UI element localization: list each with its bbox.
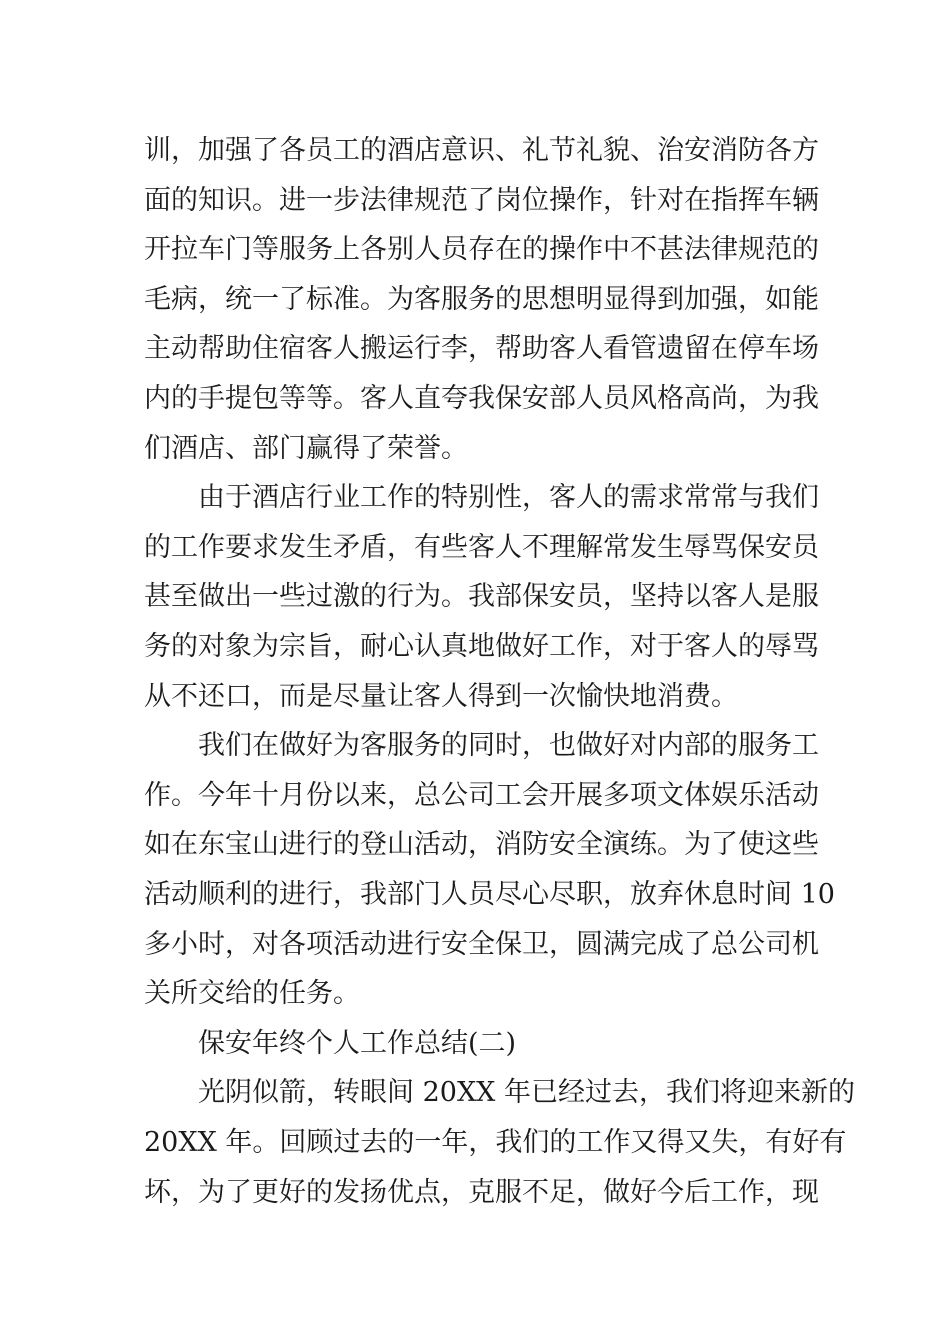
text-line: 如在东宝山进行的登山活动，消防安全演练。为了使这些 [144,829,819,861]
text-line: 面的知识。进一步法律规范了岗位操作，针对在指挥车辆 [144,184,819,216]
text-line: 光阴似箭，转眼间 20XX 年已经过去，我们将迎来新的 [198,1077,855,1109]
text-line: 作。今年十月份以来，总公司工会开展多项文体娱乐活动 [144,779,819,811]
text-line: 由于酒店行业工作的特别性，客人的需求常常与我们 [198,482,819,514]
text-line: 甚至做出一些过激的行为。我部保安员，坚持以客人是服 [144,581,819,613]
text-line: 训，加强了各员工的酒店意识、礼节礼貌、治安消防各方 [144,135,819,166]
text-line: 20XX 年。回顾过去的一年，我们的工作又得又失，有好有 [144,1127,847,1158]
text-line: 的工作要求发生矛盾，有些客人不理解常发生辱骂保安员 [144,531,819,563]
text-line: 坏，为了更好的发扬优点，克服不足，做好今后工作，现 [144,1176,819,1208]
text-line: 活动顺利的进行，我部门人员尽心尽职，放弃休息时间 10 [144,879,835,910]
text-line: 我们在做好为客服务的同时，也做好对内部的服务工 [198,730,819,762]
text-line: 多小时，对各项活动进行安全保卫，圆满完成了总公司机 [144,928,819,960]
text-line: 内的手提包等等。客人直夸我保安部人员风格高尚，为我 [144,383,819,414]
section-heading: 保安年终个人工作总结(二) [198,1027,517,1059]
text-line: 毛病，统一了标准。为客服务的思想明显得到加强，如能 [144,283,819,315]
text-line: 们酒店、部门赢得了荣誉。 [144,432,468,464]
text-line: 主动帮助住宿客人搬运行李，帮助客人看管遗留在停车场 [144,333,819,365]
text-line: 关所交给的任务。 [144,978,360,1010]
text-line: 开拉车门等服务上各别人员存在的操作中不甚法律规范的 [144,234,819,266]
text-line: 务的对象为宗旨，耐心认真地做好工作，对于客人的辱骂 [144,631,819,662]
text-line: 从不还口，而是尽量让客人得到一次愉快地消费。 [144,680,738,712]
